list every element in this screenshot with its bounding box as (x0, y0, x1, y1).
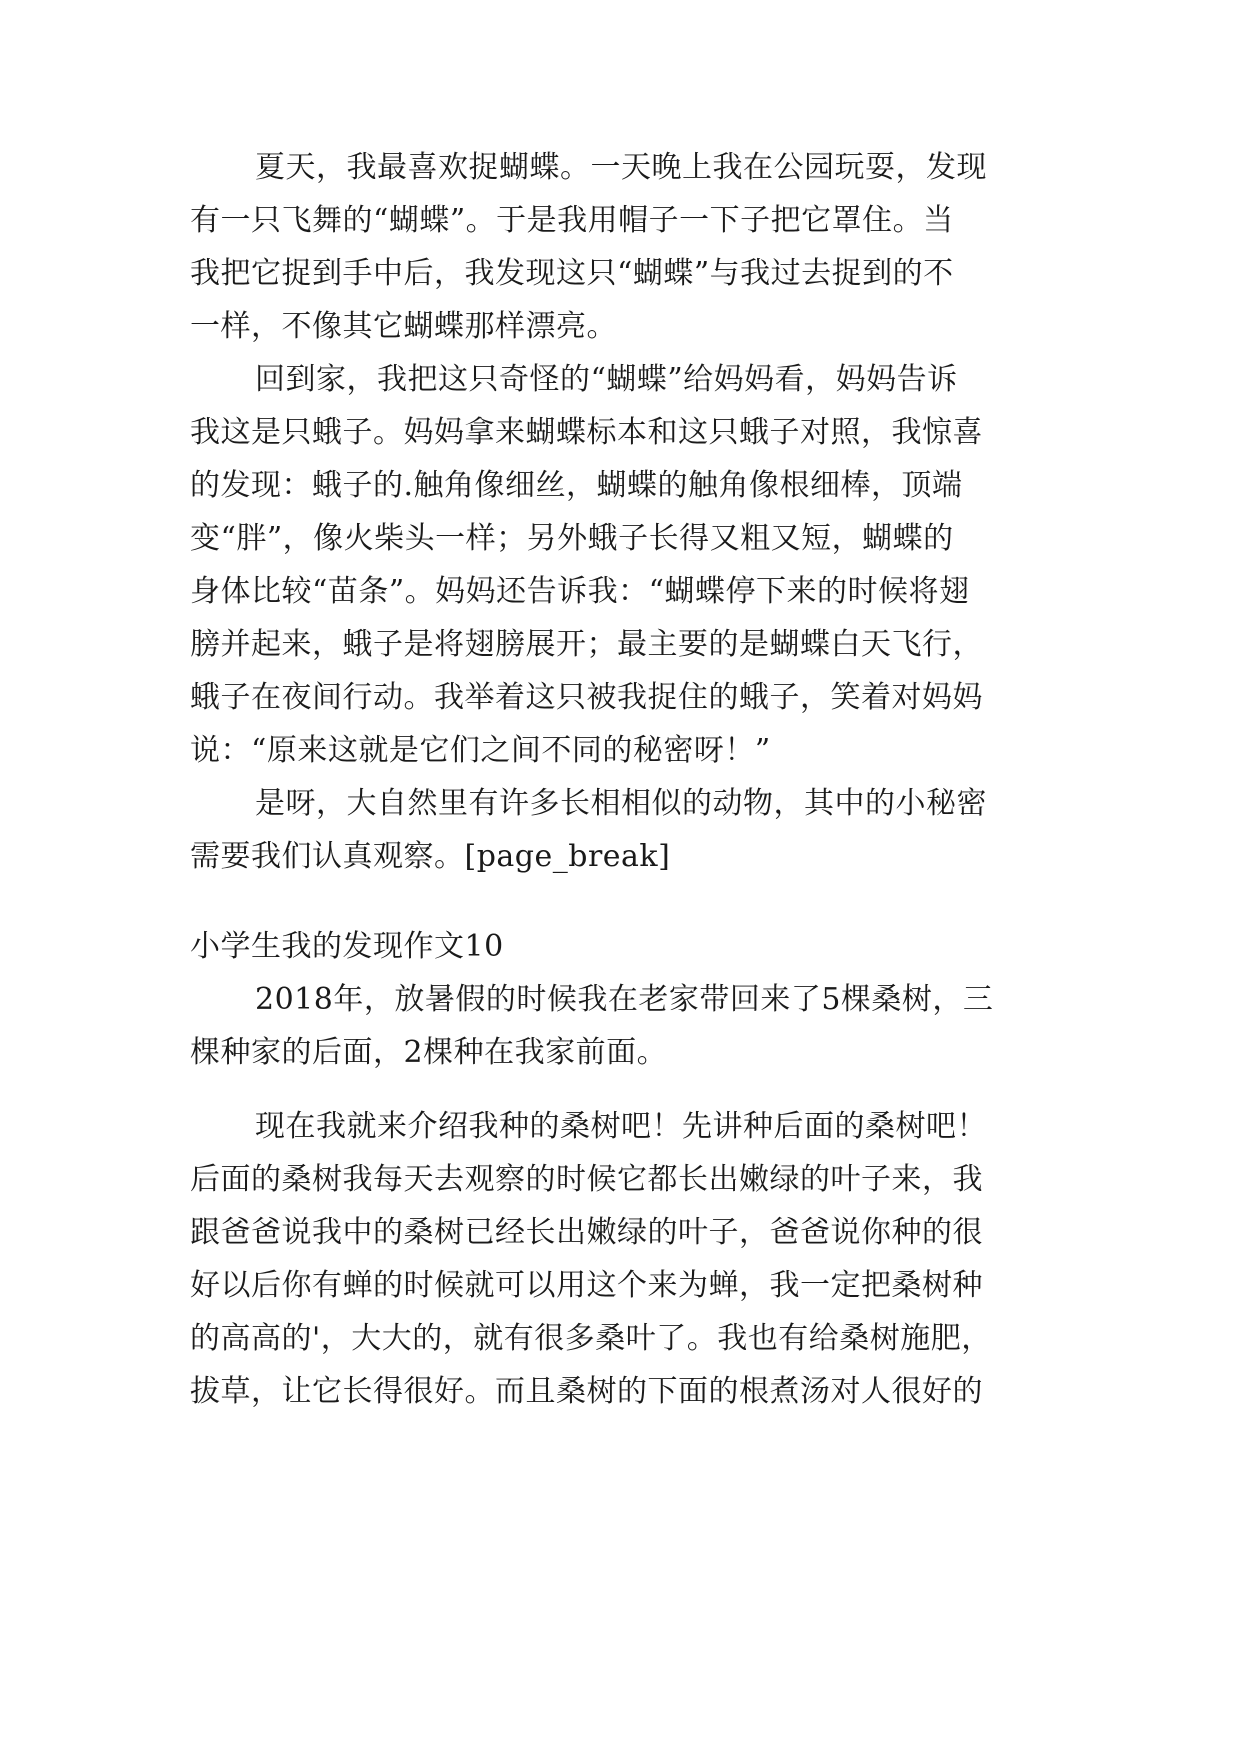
paragraph-line: 好以后你有蝉的时候就可以用这个来为蝉，我一定把桑树种 (190, 1268, 983, 1303)
paragraph-line: 我把它捉到手中后，我发现这只“蝴蝶”与我过去捉到的不 (190, 256, 954, 291)
paragraph-line: 跟爸爸说我中的桑树已经长出嫩绿的叶子，爸爸说你种的很 (190, 1215, 983, 1250)
paragraph-line: 夏天，我最喜欢捉蝴蝶。一天晚上我在公园玩耍，发现 (255, 150, 987, 185)
paragraph-line: 我这是只蛾子。妈妈拿来蝴蝶标本和这只蛾子对照，我惊喜 (190, 415, 983, 450)
paragraph-line: 说：“原来这就是它们之间不同的秘密呀！” (190, 733, 771, 768)
paragraph-line: 回到家，我把这只奇怪的“蝴蝶”给妈妈看，妈妈告诉 (255, 362, 958, 397)
paragraph-line: 蛾子在夜间行动。我举着这只被我捉住的蛾子，笑着对妈妈 (190, 680, 983, 715)
paragraph-line: 的高高的'，大大的，就有很多桑叶了。我也有给桑树施肥， (190, 1321, 992, 1356)
paragraph-line: 是呀，大自然里有许多长相相似的动物，其中的小秘密 (255, 786, 987, 821)
paragraph-line: 现在我就来介绍我种的桑树吧！先讲种后面的桑树吧！ (255, 1109, 987, 1144)
paragraph-line: 膀并起来，蛾子是将翅膀展开；最主要的是蝴蝶白天飞行， (190, 627, 983, 662)
paragraph-line: 有一只飞舞的“蝴蝶”。于是我用帽子一下子把它罩住。当 (190, 203, 954, 238)
paragraph-line: 棵种家的后面，2棵种在我家前面。 (190, 1035, 668, 1070)
paragraph-line: 拔草，让它长得很好。而且桑树的下面的根煮汤对人很好的 (190, 1374, 983, 1409)
paragraph-line: 需要我们认真观察。[page_break] (190, 839, 671, 874)
section-title: 小学生我的发现作文10 (190, 929, 504, 964)
paragraph-line: 后面的桑树我每天去观察的时候它都长出嫩绿的叶子来，我 (190, 1162, 983, 1197)
paragraph-line: 的发现：蛾子的.触角像细丝，蝴蝶的触角像根细棒，顶端 (190, 468, 963, 503)
paragraph-line: 变“胖”，像火柴头一样；另外蛾子长得又粗又短，蝴蝶的 (190, 521, 954, 556)
paragraph-line: 2018年，放暑假的时候我在老家带回来了5棵桑树，三 (255, 982, 994, 1017)
paragraph-line: 一样，不像其它蝴蝶那样漂亮。 (190, 309, 617, 344)
paragraph-line: 身体比较“苗条”。妈妈还告诉我：“蝴蝶停下来的时候将翅 (190, 574, 970, 609)
